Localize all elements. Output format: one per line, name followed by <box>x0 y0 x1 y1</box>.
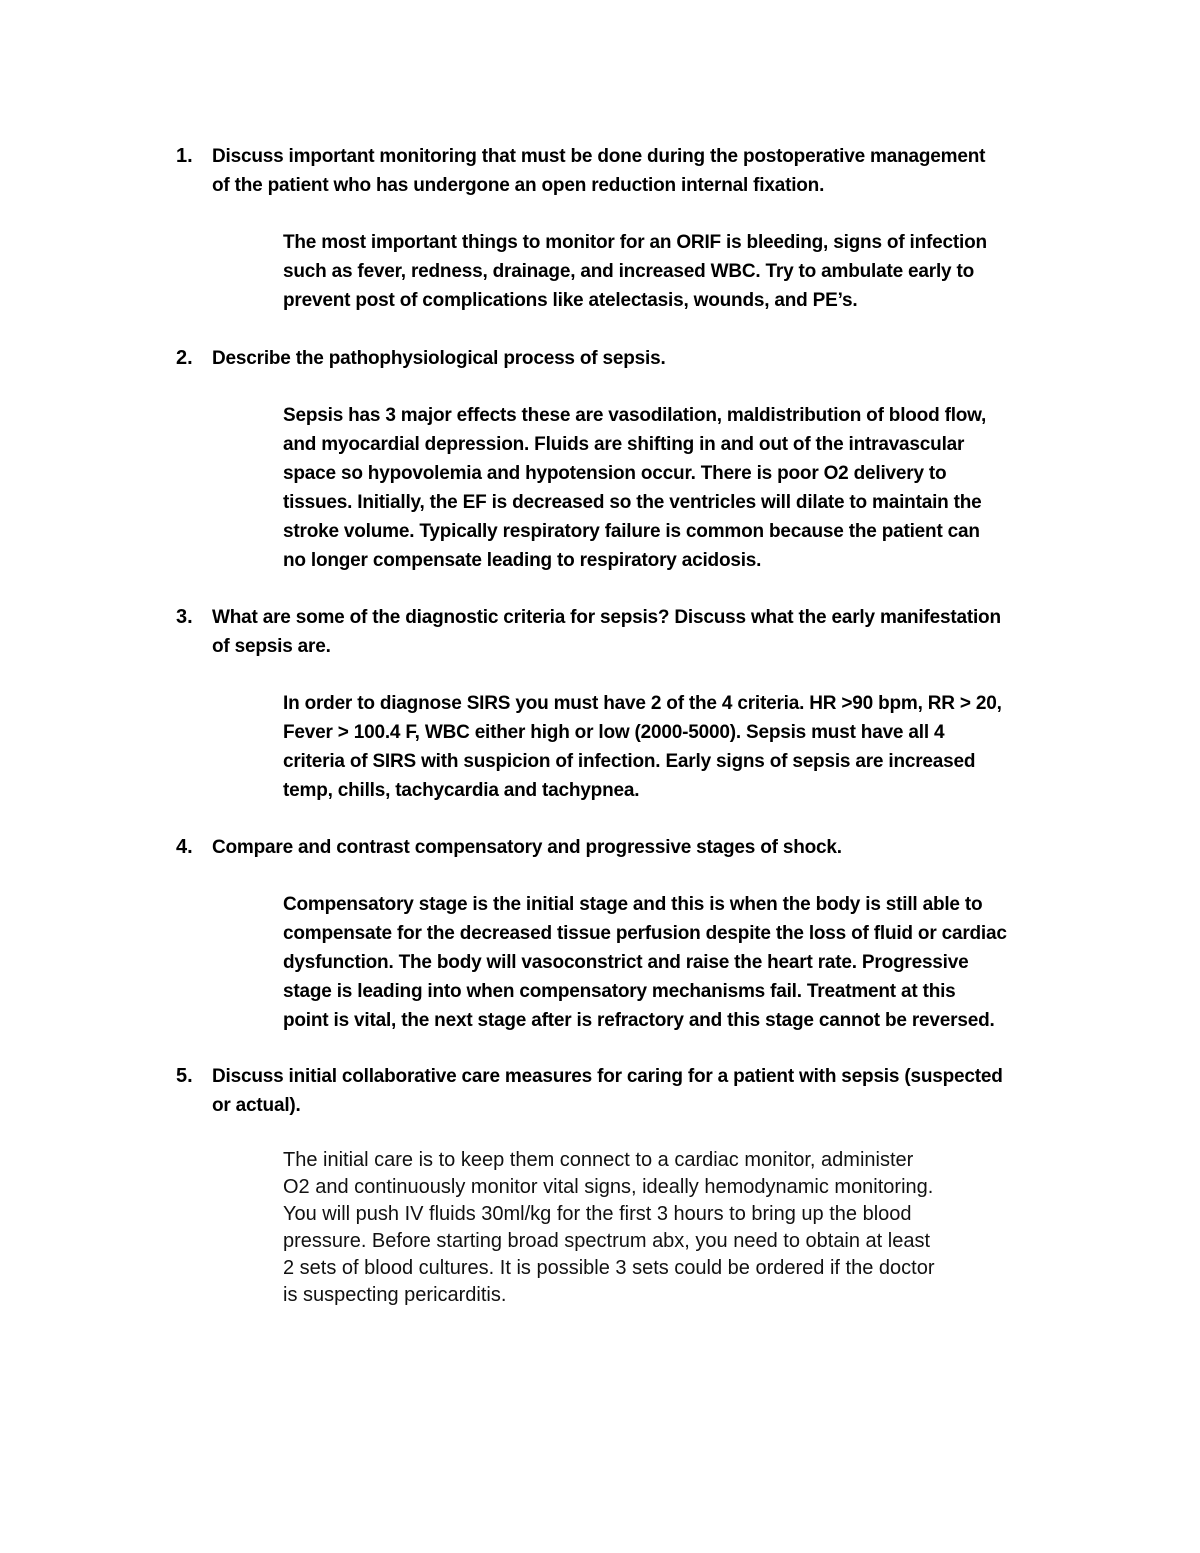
item-number: 4. <box>176 836 193 858</box>
answer-text <box>283 228 1073 315</box>
answer-line: dysfunction. The body will vasoconstrict and raise the heart rate. Progressive <box>283 952 969 973</box>
answer-text <box>283 1147 1073 1309</box>
answer-line: 2 sets of blood cultures. It is possible 3 sets could be ordered if the doctor <box>283 1257 935 1279</box>
answer-line: Fever > 100.4 F, WBC either high or low (2000-5000). Sepsis must have all 4 <box>283 722 945 743</box>
answer-line: point is vital, the next stage after is refractory and this stage cannot be reversed. <box>283 1010 995 1031</box>
answer-line: tissues. Initially, the EF is decreased so the ventricles will dilate to maintain the <box>283 492 982 513</box>
question-text <box>212 1062 1072 1120</box>
answer-line: stroke volume. Typically respiratory failure is common because the patient can <box>283 521 980 542</box>
answer-line: Compensatory stage is the initial stage and this is when the body is still able to <box>283 894 983 915</box>
question-text <box>212 142 1072 200</box>
answer-line: The initial care is to keep them connect to a cardiac monitor, administer <box>283 1149 914 1171</box>
item-number: 1. <box>176 145 193 167</box>
question-line: of the patient who has undergone an open reduction internal fixation. <box>212 175 825 196</box>
answer-line: The most important things to monitor for an ORIF is bleeding, signs of infection <box>283 232 987 253</box>
question-text <box>212 344 1072 373</box>
answer-text <box>283 890 1073 1035</box>
item-number: 2. <box>176 347 193 369</box>
answer-text <box>283 401 1073 575</box>
answer-line: no longer compensate leading to respiratory acidosis. <box>283 550 762 571</box>
answer-line: pressure. Before starting broad spectrum abx, you need to obtain at least <box>283 1230 931 1252</box>
answer-line: You will push IV fluids 30ml/kg for the first 3 hours to bring up the blood <box>283 1203 912 1225</box>
question-line: of sepsis are. <box>212 636 331 657</box>
question-text <box>212 603 1072 661</box>
answer-line: such as fever, redness, drainage, and increased WBC. Try to ambulate early to <box>283 261 975 282</box>
answer-line: temp, chills, tachycardia and tachypnea. <box>283 780 640 801</box>
item-number: 5. <box>176 1065 193 1087</box>
answer-line: criteria of SIRS with suspicion of infection. Early signs of sepsis are increased <box>283 751 976 772</box>
question-line: Discuss important monitoring that must be done during the postoperative management <box>212 146 986 167</box>
question-line: or actual). <box>212 1095 301 1116</box>
item-number: 3. <box>176 606 193 628</box>
answer-line: Sepsis has 3 major effects these are vasodilation, maldistribution of blood flow, <box>283 405 987 426</box>
question-text <box>212 833 1072 862</box>
answer-line: compensate for the decreased tissue perfusion despite the loss of fluid or cardiac <box>283 923 1007 944</box>
answer-line: space so hypovolemia and hypotension occur. There is poor O2 delivery to <box>283 463 947 484</box>
question-line: Describe the pathophysiological process of sepsis. <box>212 348 666 369</box>
answer-line: O2 and continuously monitor vital signs, ideally hemodynamic monitoring. <box>283 1176 934 1198</box>
answer-line: prevent post of complications like atelectasis, wounds, and PE’s. <box>283 290 858 311</box>
question-line: What are some of the diagnostic criteria for sepsis? Discuss what the early manifestation <box>212 607 1001 628</box>
question-line: Discuss initial collaborative care measures for caring for a patient with sepsis (suspected <box>212 1066 1003 1087</box>
answer-line: and myocardial depression. Fluids are shifting in and out of the intravascular <box>283 434 965 455</box>
answer-line: stage is leading into when compensatory mechanisms fail. Treatment at this <box>283 981 956 1002</box>
answer-text <box>283 689 1073 805</box>
answer-line: is suspecting pericarditis. <box>283 1284 507 1306</box>
answer-line: In order to diagnose SIRS you must have 2 of the 4 criteria. HR >90 bpm, RR > 20, <box>283 693 1002 714</box>
question-line: Compare and contrast compensatory and progressive stages of shock. <box>212 837 842 858</box>
